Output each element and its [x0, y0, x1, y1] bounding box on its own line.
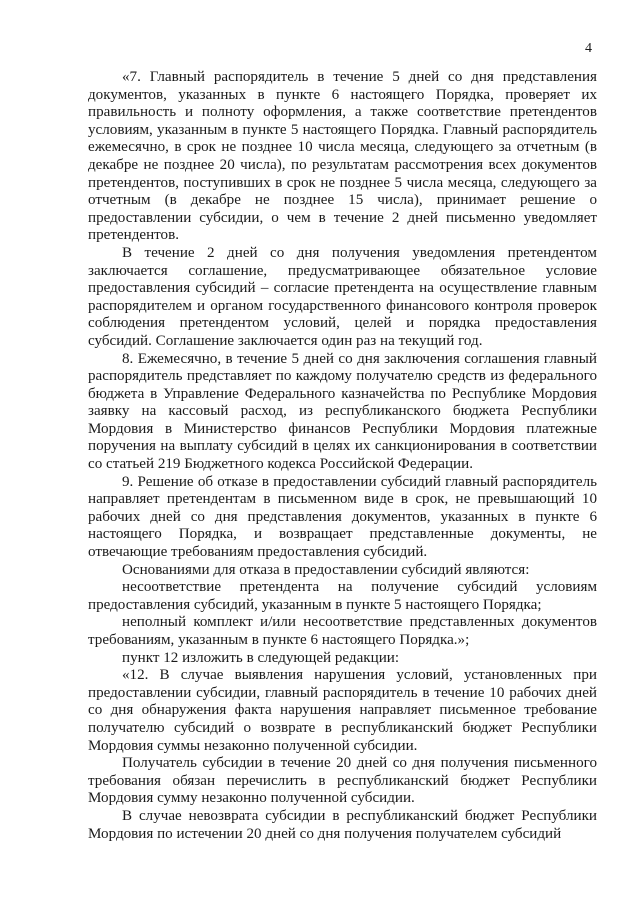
paragraph-item-12: «12. В случае выявления нарушения условий, установленных при предоставлении субсидии, главный распорядитель в течение 10 рабочих дней со дня обнаружения факта нарушения направляет письменное требование получателю субсидий о возврате в республиканский бюджет Республики Мордовия суммы незаконно полученной субсидии.	[88, 667, 597, 754]
paragraph-non-repayment: В случае невозврата субсидии в республиканский бюджет Республики Мордовия по истечении 20 дней со дня получения получателем субсидий	[88, 807, 597, 842]
paragraph-refusal-ground-1: несоответствие претендента на получение субсидий условиям предоставления субсидий, указанным в пункте 5 настоящего Порядка;	[88, 579, 597, 613]
document-body	[88, 69, 597, 843]
paragraph-item-8: 8. Ежемесячно, в течение 5 дней со дня заключения соглашения главный распорядитель представляет по каждому получателю средств из федерального бюджета в Управление Федерального казначейства по Республике Мордовия заявку на кассовый расход, из республиканского бюджета Республики Мордовия в Министерство финансов Республики Мордовия платежные поручения на выплату субсидий в целях их санкционирования в соответствии со статьей 219 Бюджетного кодекса Российской Федерации.	[88, 350, 597, 473]
page-number: 4	[585, 41, 592, 56]
paragraph-refusal-grounds: Основаниями для отказа в предоставлении субсидий являются:	[122, 561, 530, 578]
paragraph-repayment: Получатель субсидии в течение 20 дней со дня получения письменного требования обязан перечислить в республиканский бюджет Республики Мордовия сумму незаконно полученной субсидии.	[88, 755, 597, 807]
paragraph-agreement: В течение 2 дней со дня получения уведомления претендентом заключается соглашение, предусматривающее обязательное условие предоставления субсидий – согласие претендента на осуществление главным распорядителем и органом государственного финансового контроля проверок соблюдения претендентом условий, целей и порядка предоставления субсидий. Соглашение заключается один раз на текущий год.	[88, 244, 597, 349]
paragraph-amendment-12: пункт 12 изложить в следующей редакции:	[122, 649, 400, 666]
paragraph-refusal-ground-2: неполный комплект и/или несоответствие представленных документов требованиям, указанным в пункте 6 настоящего Порядка.»;	[88, 614, 597, 648]
paragraph-item-9: 9. Решение об отказе в предоставлении субсидий главный распорядитель направляет претендентам в письменном виде в срок, не превышающий 10 рабочих дней со дня представления документов, указанных в пункте 6 настоящего Порядка, и возвращает представленные документы, не отвечающие требованиям предоставления субсидий.	[88, 473, 597, 561]
paragraph-item-7: «7. Главный распорядитель в течение 5 дней со дня представления документов, указанных в пункте 6 настоящего Порядка, проверяет их правильность и полноту оформления, а также соответствие претендентов условиям, указанным в пункте 5 настоящего Порядка. Главный распорядитель ежемесячно, в срок не позднее 10 числа месяца, следующего за отчетным (в декабре не позднее 20 числа), по результатам рассмотрения всех документов претендентов, поступивших в срок не позднее 5 числа месяца, следующего за отчетным (в декабре не позднее 15 числа), принимает решение о предоставлении субсидии, о чем в течение 2 дней письменно уведомляет претендентов.	[88, 69, 597, 244]
